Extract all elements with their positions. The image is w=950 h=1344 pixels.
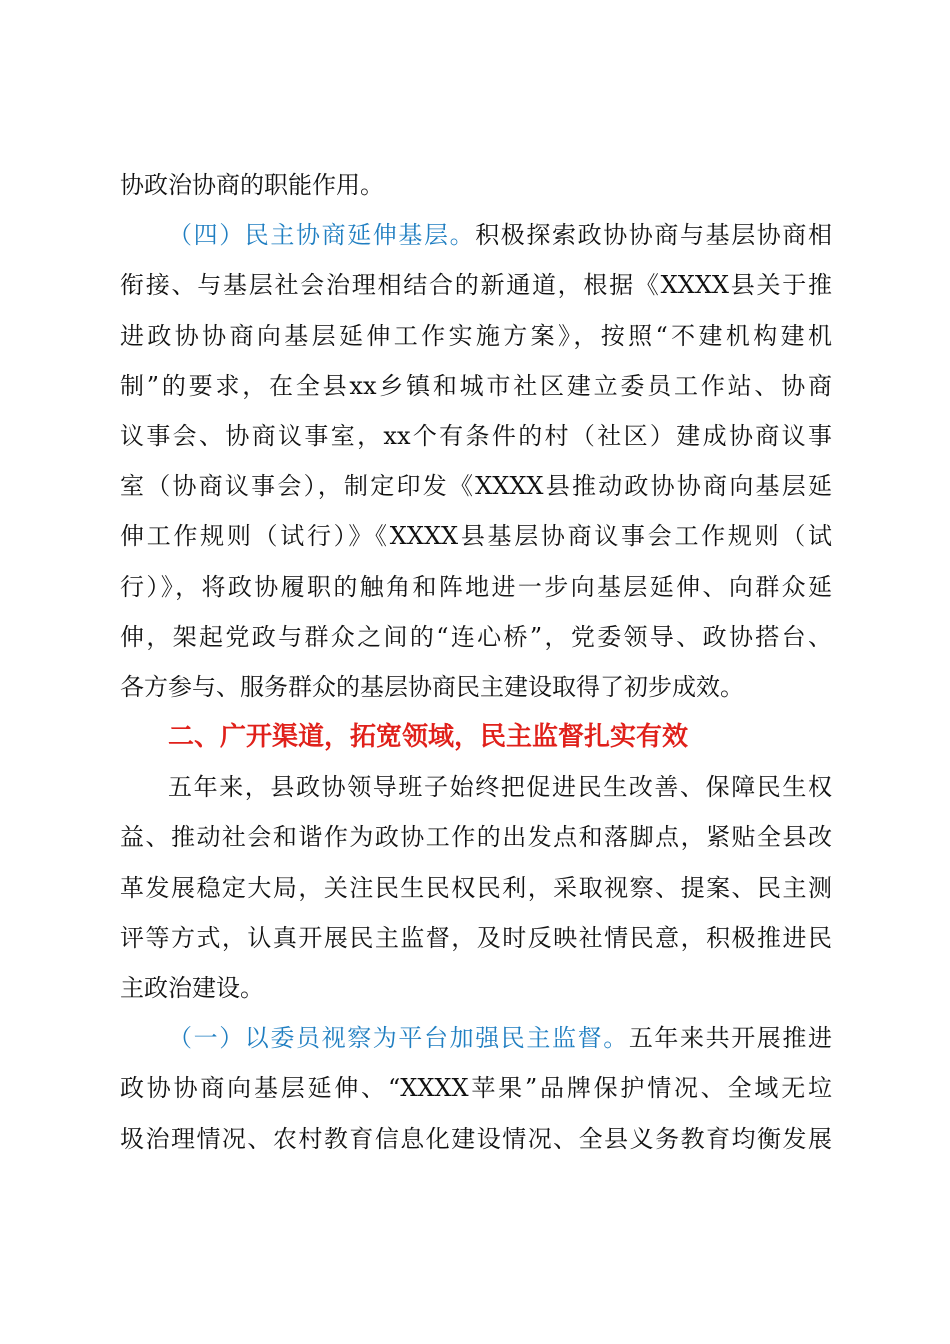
text-line: 协政治协商的职能作用。 — [120, 171, 384, 199]
text-line: 主政治建设。 — [120, 974, 264, 1002]
text-span: 五年来共开展推进 — [628, 1024, 832, 1053]
text-line: 各方参与、服务群众的基层协商民主建设取得了初步成效。 — [120, 672, 744, 701]
paragraph-section-two-intro — [120, 762, 832, 1013]
text-line: 政协协商向基层延伸、“XXXX苹果”品牌保护情况、全域无垃 — [120, 1074, 832, 1103]
text-line: 室（协商议事会），制定印发《XXXX县推动政协协商向基层延 — [120, 472, 832, 501]
subsection-heading: （四）民主协商延伸基层。 — [168, 221, 476, 250]
text-line: 衔接、与基层社会治理相结合的新通道，根据《XXXX县关于推 — [120, 271, 832, 300]
text-line: 议事会、协商议事室，xx个有条件的村（社区）建成协商议事 — [120, 421, 832, 450]
subsection-heading: （一）以委员视察为平台加强民主监督。 — [168, 1024, 629, 1053]
text-line: 制”的要求，在全县xx乡镇和城市社区建立委员工作站、协商 — [120, 371, 832, 400]
text-line: 伸，架起党政与群众之间的“连心桥”，党委领导、政协搭台、 — [120, 622, 832, 651]
paragraph-section-four — [120, 210, 832, 712]
document-page — [120, 160, 832, 1164]
text-line: 益、推动社会和谐作为政协工作的出发点和落脚点，紧贴全县改 — [120, 823, 832, 852]
text-line: 革发展稳定大局，关注民生民权民利，采取视察、提案、民主测 — [120, 873, 832, 902]
text-span: 积极探索政协协商与基层协商相 — [475, 221, 832, 250]
text-line: 评等方式，认真开展民主监督，及时反映社情民意，积极推进民 — [120, 923, 832, 952]
text-line — [120, 210, 832, 260]
text-line: 伸工作规则（试行）》《XXXX县基层协商议事会工作规则（试 — [120, 522, 832, 551]
text-line: 圾治理情况、农村教育信息化建设情况、全县义务教育均衡发展 — [120, 1124, 832, 1153]
text-line: 进政协协商向基层延伸工作实施方案》，按照“不建机构建机 — [120, 321, 832, 350]
section-heading: 二、广开渠道，拓宽领域，民主监督扎实有效 — [168, 722, 689, 753]
text-line: 行）》，将政协履职的触角和阵地进一步向基层延伸、向群众延 — [120, 572, 832, 601]
text-line — [120, 1013, 832, 1063]
paragraph-section-one — [120, 1013, 832, 1164]
text-line: 五年来，县政协领导班子始终把促进民生改善、保障民生权 — [168, 773, 832, 802]
paragraph-continuation — [120, 160, 832, 210]
